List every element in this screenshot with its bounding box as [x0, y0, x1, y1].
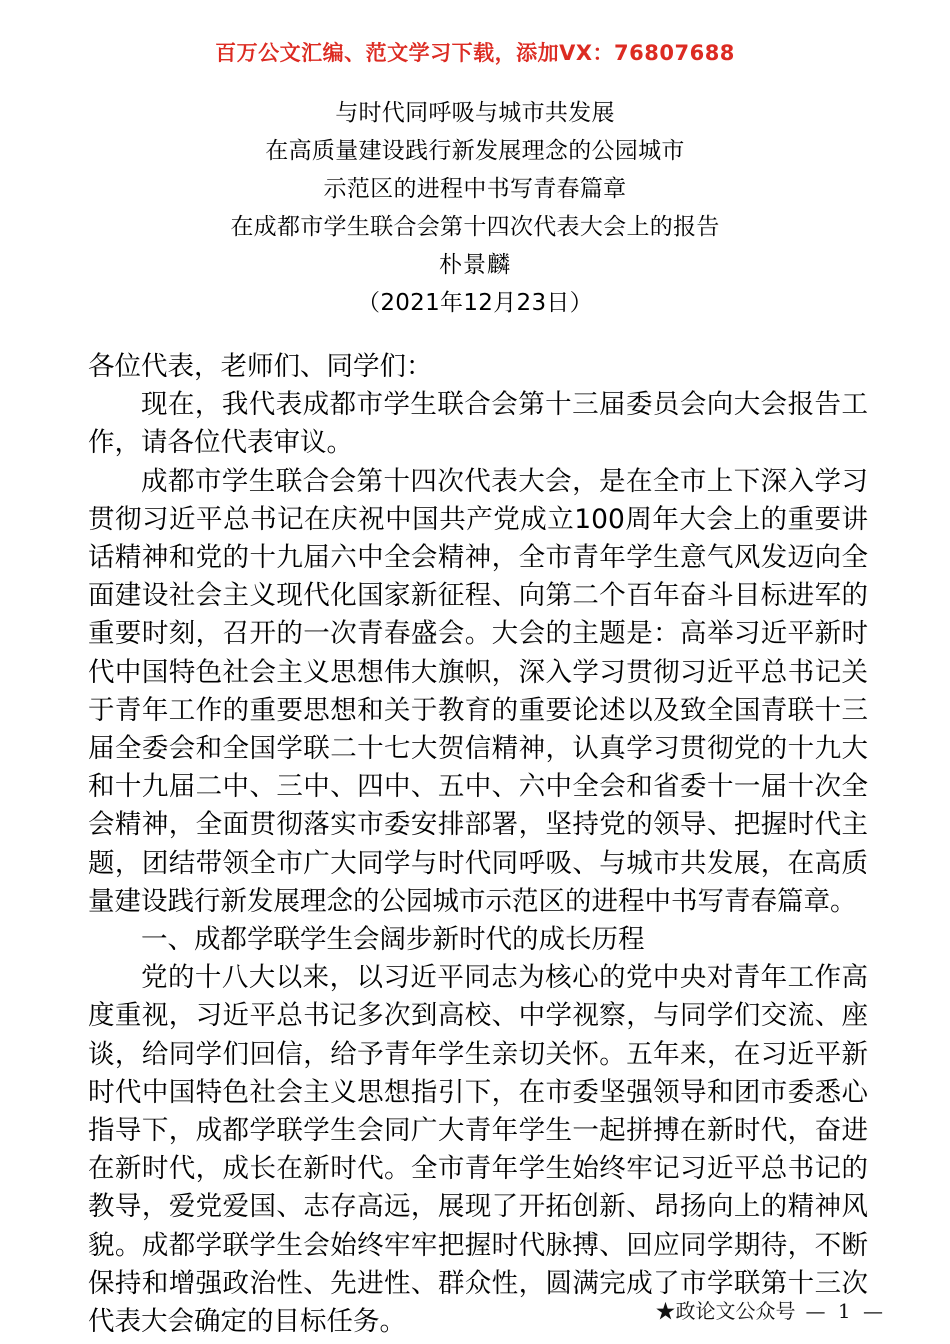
title-line-1: 与时代同呼吸与城市共发展 [335, 100, 615, 126]
body-paragraph-1: 现在，我代表成都市学生联合会第十三届委员会向大会报告工作，请各位代表审议。 [88, 389, 868, 459]
promo-watermark-header: 百万公文汇编、范文学习下载，添加VX：76807688 [215, 41, 735, 65]
footer-content [656, 1296, 886, 1326]
body-paragraph-2: 成都市学生联合会第十四次代表大会，是在全市上下深入学习贯彻习近平总书记在庆祝中国共产党成立100周年大会上的重要讲话精神和党的十九届六中全会精神，全市青年学生意气风发迈向全面建设社会主义现代化国家新征程、向第二个百年奋斗目标进军的重要时刻，召开的一次青春盛会。大会的主题是：高举习近平新时代中国特色社会主义思想伟大旗帜，深入学习贯彻习近平总书记关于青年工作的重要思想和关于教育的重要论述以及致全国青联十三届全委会和全国学联二十七大贺信精神，认真学习贯彻党的十九大和十九届二中、三中、四中、五中、六中全会和省委十一届十次全会精神，全面贯彻落实市委安排部署，坚持党的领导、把握时代主题，团结带领全市广大同学与时代同呼吸、与城市共发展，在高质量建设践行新发展理念的公园城市示范区的进程中书写青春篇章。 [88, 465, 868, 917]
footer-page-number: — 1 — [805, 1299, 886, 1323]
section-heading-1: 一、成都学联学生会阔步新时代的成长历程 [141, 924, 645, 956]
document-author: 朴景麟 [439, 252, 511, 278]
section-paragraph-1: 党的十八大以来，以习近平同志为核心的党中央对青年工作高度重视，习近平总书记多次到高校、中学视察，与同学们交流、座谈，给同学们回信，给予青年学生亲切关怀。五年来，在习近平新时代中国特色社会主义思想指引下，在市委坚强领导和团市委悉心指导下，成都学联学生会同广大青年学生一起拼搏在新时代，奋进在新时代，成长在新时代。全市青年学生始终牢记习近平总书记的教导，爱党爱国、志存高远，展现了开拓创新、昂扬向上的精神风貌。成都学联学生会始终牢牢把握时代脉搏、回应同学期待，不断保持和增强政治性、先进性、群众性，圆满完成了市学联第十三次代表大会确定的目标任务。 [88, 962, 868, 1338]
title-line-2: 在高质量建设践行新发展理念的公园城市 [265, 138, 685, 164]
title-line-4: 在成都市学生联合会第十四次代表大会上的报告 [230, 214, 720, 240]
footer-publisher-mark: ★政论文公众号 [655, 1299, 796, 1323]
document-date: （2021年12月23日） [357, 290, 593, 316]
page-footer [0, 1296, 950, 1330]
document-body [88, 348, 868, 1341]
document-title-block [0, 94, 950, 322]
title-line-3: 示范区的进程中书写青春篇章 [323, 176, 627, 202]
salutation: 各位代表，老师们、同学们： [88, 351, 433, 382]
